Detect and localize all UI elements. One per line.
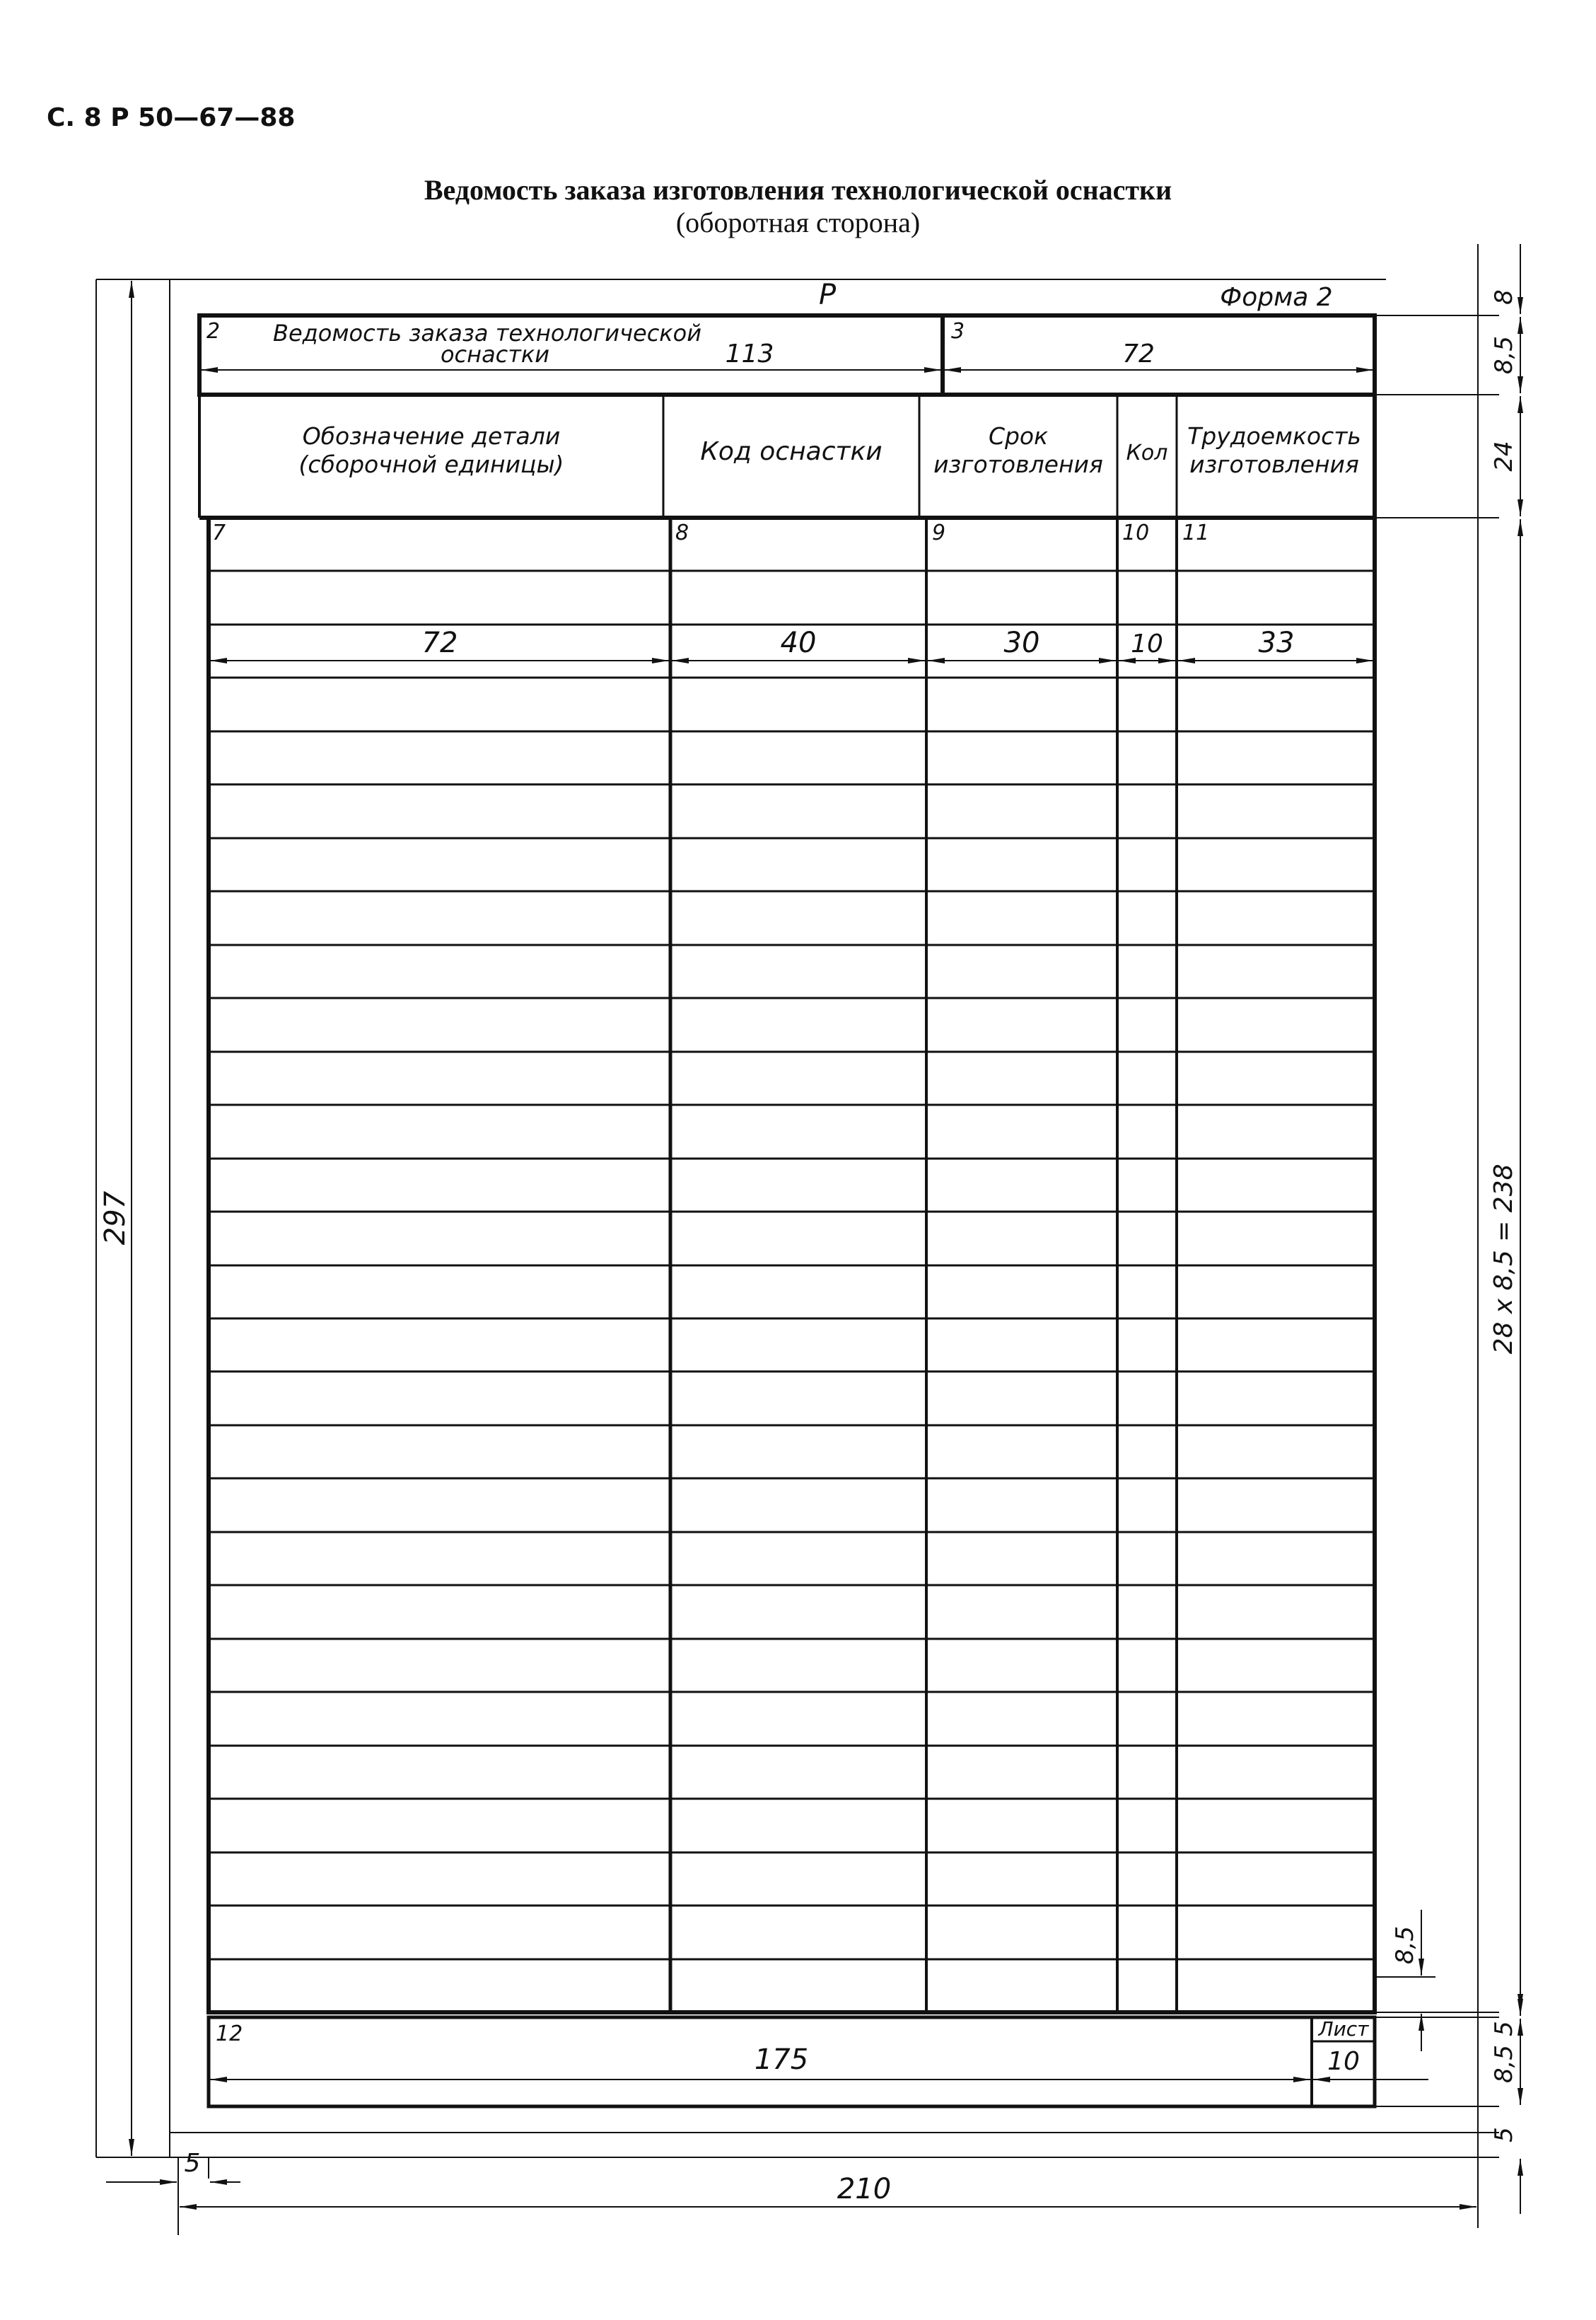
- top-margin-dimension: 8: [1490, 289, 1518, 305]
- column-header-deadline-line2: изготовления: [933, 451, 1103, 478]
- column-7-number: 7: [212, 521, 226, 545]
- column-header-designation-line2: (сборочной единицы): [298, 451, 564, 478]
- column-7-width-dimension: 72: [421, 627, 458, 659]
- left-margin-dimension: 5: [184, 2149, 201, 2178]
- column-10-number: 10: [1122, 521, 1150, 545]
- field-2-number: 2: [206, 319, 221, 344]
- sheet-label: Лист: [1318, 2017, 1369, 2041]
- column-9-number: 9: [932, 521, 946, 545]
- footer-width-dimension: 175: [754, 2043, 809, 2076]
- field-3-number: 3: [951, 319, 965, 344]
- field-12-number: 12: [216, 2022, 243, 2046]
- footer-row-height-dimension: 8,5: [1490, 2044, 1518, 2084]
- page-frame: [96, 279, 1499, 2157]
- form-name: Форма 2: [1220, 283, 1333, 312]
- column-header-quantity: Кол: [1126, 441, 1168, 465]
- document-title: Ведомость заказа изготовления технологической оснастки: [424, 174, 1172, 206]
- table-row-lines: [209, 571, 1375, 1959]
- extension-lines: [178, 244, 1499, 2235]
- sheet-width-dimension: 10: [1327, 2047, 1360, 2076]
- column-header-labor-line2: изготовления: [1189, 451, 1359, 478]
- column-8-number: 8: [675, 521, 689, 545]
- column-9-width-dimension: 30: [1003, 627, 1040, 659]
- column-header-deadline-line1: Срок: [988, 422, 1049, 450]
- field-2-title-line2: оснастки: [440, 341, 550, 368]
- column-11-width-dimension: 33: [1258, 627, 1295, 659]
- column-8-width-dimension: 40: [780, 627, 817, 659]
- row-height-dimension: 8,5: [1391, 1925, 1419, 1965]
- page-width-dimension: 210: [837, 2173, 892, 2205]
- dimension-lines: [106, 244, 1520, 2214]
- document-subtitle: (оборотная сторона): [675, 207, 921, 238]
- page-height-dimension: 297: [99, 1190, 132, 1246]
- body-rows-height-dimension: 28 x 8,5 = 238: [1489, 1164, 1518, 1355]
- field-2-width-dimension: 113: [725, 340, 774, 369]
- footer-gap-dimension: 5: [1490, 2021, 1518, 2036]
- column-header-designation-line1: Обозначение детали: [302, 422, 561, 450]
- title-row-height-dimension: 8,5: [1490, 335, 1518, 375]
- header-row-height-dimension: 24: [1490, 441, 1518, 472]
- column-header-tooling-code: Код оснастки: [700, 437, 883, 466]
- column-10-width-dimension: 10: [1131, 630, 1163, 659]
- page-header: С. 8 Р 50—67—88: [47, 103, 296, 132]
- column-header-labor-line1: Трудоемкость: [1187, 422, 1361, 450]
- bottom-margin-dimension: 5: [1490, 2127, 1518, 2142]
- field-2-title-line1: Ведомость заказа технологической: [273, 320, 701, 347]
- field-3-width-dimension: 72: [1122, 340, 1155, 369]
- form-code: Р: [818, 279, 837, 311]
- column-11-number: 11: [1182, 521, 1210, 545]
